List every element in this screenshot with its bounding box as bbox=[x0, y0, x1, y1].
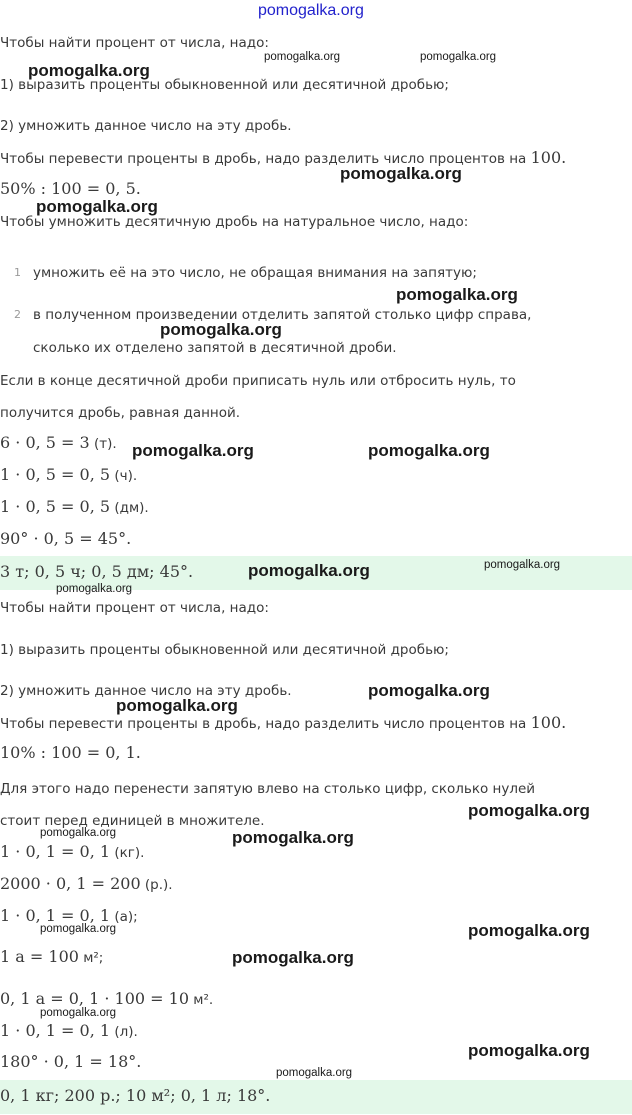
watermark: pomogalka.org bbox=[132, 441, 254, 460]
list-item: умножить её на это число, не обращая внимания на запятую; bbox=[33, 265, 477, 281]
text-line: 2) умножить данное число на эту дробь. bbox=[0, 683, 292, 699]
text-line: стоит перед единицей в множителе. bbox=[0, 813, 265, 829]
text-line: 2) умножить данное число на эту дробь. bbox=[0, 118, 292, 134]
math-expression bbox=[0, 466, 137, 485]
watermark: pomogalka.org bbox=[468, 1041, 590, 1060]
watermark: pomogalka.org bbox=[276, 1067, 353, 1079]
answer-line: 0, 1 кг; 200 р.; 10 м²; 0, 1 л; 18°. bbox=[0, 1086, 271, 1105]
math-expression bbox=[0, 1022, 138, 1041]
math-expression bbox=[0, 875, 173, 894]
math-span: 1 · 0, 5 = 0, 5 bbox=[0, 497, 111, 516]
unit-span: м²; bbox=[78, 950, 104, 966]
watermark: pomogalka.org bbox=[420, 51, 497, 63]
answer-line: 3 т; 0, 5 ч; 0, 5 дм; 45°. bbox=[0, 562, 194, 581]
math-span: 1 а = 100 bbox=[0, 947, 79, 966]
text-span: Чтобы перевести проценты в дробь, надо разделить число процентов на bbox=[0, 151, 531, 167]
unit-span: (а); bbox=[110, 909, 138, 925]
list-item: в полученном произведении отделить запятой столько цифр справа, bbox=[33, 307, 532, 323]
list-number: 1 bbox=[14, 266, 21, 279]
unit-span: (ч). bbox=[110, 468, 138, 484]
unit-span: (р.). bbox=[140, 877, 173, 893]
unit-span: (л). bbox=[110, 1024, 138, 1040]
unit-span: м². bbox=[189, 992, 214, 1008]
watermark: pomogalka.org bbox=[368, 441, 490, 460]
watermark: pomogalka.org bbox=[160, 320, 282, 339]
site-header-watermark: pomogalka.org bbox=[258, 2, 364, 19]
text-line: Чтобы умножить десятичную дробь на натуральное число, надо: bbox=[0, 214, 469, 230]
math-span: 2000 · 0, 1 = 200 bbox=[0, 874, 141, 893]
unit-span: (дм). bbox=[110, 500, 149, 516]
watermark: pomogalka.org bbox=[468, 801, 590, 820]
math-span: 1 · 0, 1 = 0, 1 bbox=[0, 842, 111, 861]
text-line: 1) выразить проценты обыкновенной или десятичной дробью; bbox=[0, 642, 449, 658]
text-line: Чтобы найти процент от числа, надо: bbox=[0, 600, 269, 616]
math-expression: 10% : 100 = 0, 1. bbox=[0, 743, 141, 762]
math-expression bbox=[0, 948, 103, 967]
watermark: pomogalka.org bbox=[340, 164, 462, 183]
watermark: pomogalka.org bbox=[232, 828, 354, 847]
math-span: 1 · 0, 5 = 0, 5 bbox=[0, 465, 111, 484]
watermark: pomogalka.org bbox=[368, 681, 490, 700]
math-expression: 180° · 0, 1 = 18°. bbox=[0, 1052, 142, 1071]
math-expression: 90° · 0, 5 = 45°. bbox=[0, 529, 132, 548]
watermark: pomogalka.org bbox=[36, 197, 158, 216]
unit-span: (кг). bbox=[110, 845, 145, 861]
watermark: pomogalka.org bbox=[40, 1007, 117, 1019]
text-line bbox=[0, 149, 566, 168]
watermark: pomogalka.org bbox=[264, 51, 341, 63]
math-span: 100. bbox=[530, 713, 567, 732]
math-expression: 50% : 100 = 0, 5. bbox=[0, 179, 141, 198]
list-item: сколько их отделено запятой в десятичной дроби. bbox=[33, 340, 397, 356]
text-span: Чтобы перевести проценты в дробь, надо разделить число процентов на bbox=[0, 716, 531, 732]
text-line: Для этого надо перенести запятую влево на столько цифр, сколько нулей bbox=[0, 781, 536, 797]
watermark: pomogalka.org bbox=[484, 559, 561, 571]
text-line: получится дробь, равная данной. bbox=[0, 405, 241, 421]
math-expression bbox=[0, 434, 117, 453]
math-expression bbox=[0, 843, 144, 862]
watermark: pomogalka.org bbox=[468, 921, 590, 940]
watermark: pomogalka.org bbox=[396, 285, 518, 304]
math-span: 1 · 0, 1 = 0, 1 bbox=[0, 906, 111, 925]
watermark: pomogalka.org bbox=[56, 583, 133, 595]
watermark: pomogalka.org bbox=[248, 561, 370, 580]
watermark: pomogalka.org bbox=[28, 61, 150, 80]
math-span: 100. bbox=[530, 148, 567, 167]
math-expression bbox=[0, 498, 149, 517]
list-number: 2 bbox=[14, 308, 21, 321]
watermark: pomogalka.org bbox=[40, 827, 117, 839]
unit-span: (т). bbox=[89, 436, 117, 452]
text-line: Если в конце десятичной дроби приписать нуль или отбросить нуль, то bbox=[0, 373, 516, 389]
math-span: 0, 1 а = 0, 1 · 100 = 10 bbox=[0, 989, 189, 1008]
watermark: pomogalka.org bbox=[40, 923, 117, 935]
watermark: pomogalka.org bbox=[116, 696, 238, 715]
text-line bbox=[0, 714, 566, 733]
text-line: 1) выразить проценты обыкновенной или десятичной дробью; bbox=[0, 77, 449, 93]
text-line: Чтобы найти процент от числа, надо: bbox=[0, 35, 269, 51]
math-span: 6 · 0, 5 = 3 bbox=[0, 433, 90, 452]
math-span: 1 · 0, 1 = 0, 1 bbox=[0, 1021, 111, 1040]
watermark: pomogalka.org bbox=[232, 948, 354, 967]
